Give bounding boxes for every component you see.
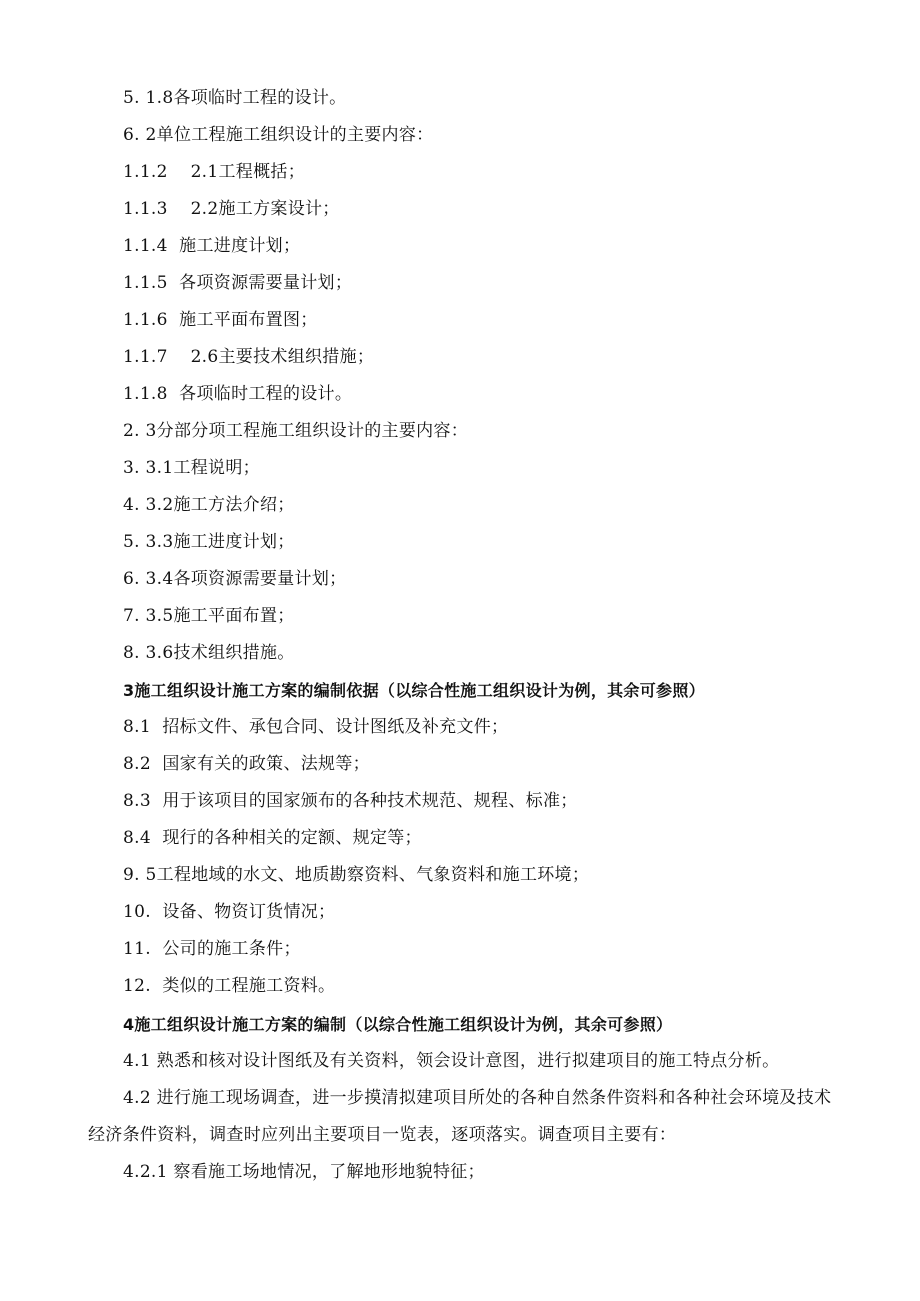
list-item: 10. 设备、物资订货情况；	[123, 902, 336, 922]
list-item: 1.1.5 各项资源需要量计划；	[123, 273, 353, 293]
paragraph: 4.2.1 察看施工场地情况，了解地形地貌特征；	[123, 1162, 485, 1182]
list-item: 4. 3.2施工方法介绍；	[123, 495, 295, 515]
list-item: 8.4 现行的各种相关的定额、规定等；	[123, 828, 422, 848]
list-item: 1.1.4 施工进度计划；	[123, 236, 301, 256]
paragraph: 4.2 进行施工现场调查，进一步摸清拟建项目所处的各种自然条件资料和各种社会环境及技术经济条件资料，调查时应列出主要项目一览表，逐项落实。调查项目主要有：	[88, 1088, 832, 1145]
list-item: 8.1 招标文件、承包合同、设计图纸及补充文件；	[123, 717, 509, 737]
list-item: 9. 5工程地域的水文、地质勘察资料、气象资料和施工环境；	[123, 865, 590, 885]
list-item: 8. 3.6技术组织措施。	[123, 643, 295, 663]
list-item: 3. 3.1工程说明；	[123, 458, 260, 478]
list-item: 5. 3.3施工进度计划；	[123, 532, 295, 552]
list-item: 1.1.3 2.2施工方案设计；	[123, 199, 340, 219]
section-heading: 4施工组织设计施工方案的编制（以综合性施工组织设计为例，其余可参照）	[123, 1015, 673, 1034]
paragraph: 4.1 熟悉和核对设计图纸及有关资料，领会设计意图，进行拟建项目的施工特点分析。	[123, 1051, 780, 1071]
list-item: 1.1.7 2.6主要技术组织措施；	[123, 347, 375, 367]
list-item: 5. 1.8各项临时工程的设计。	[123, 88, 347, 108]
list-item: 7. 3.5施工平面布置；	[123, 606, 295, 626]
list-item: 11. 公司的施工条件；	[123, 939, 301, 959]
section-heading: 3施工组织设计施工方案的编制依据（以综合性施工组织设计为例，其余可参照）	[123, 681, 705, 700]
list-item: 1.1.8 各项临时工程的设计。	[123, 384, 353, 404]
list-item: 6. 3.4各项资源需要量计划；	[123, 569, 347, 589]
list-item: 8.2 国家有关的政策、法规等；	[123, 754, 370, 774]
list-item: 1.1.2 2.1工程概括；	[123, 162, 306, 182]
section-heading: 6. 2单位工程施工组织设计的主要内容：	[123, 125, 434, 145]
list-item: 12. 类似的工程施工资料。	[123, 976, 336, 996]
section-heading: 2. 3分部分项工程施工组织设计的主要内容：	[123, 421, 469, 441]
list-item: 1.1.6 施工平面布置图；	[123, 310, 318, 330]
list-item: 8.3 用于该项目的国家颁布的各种技术规范、规程、标准；	[123, 791, 578, 811]
